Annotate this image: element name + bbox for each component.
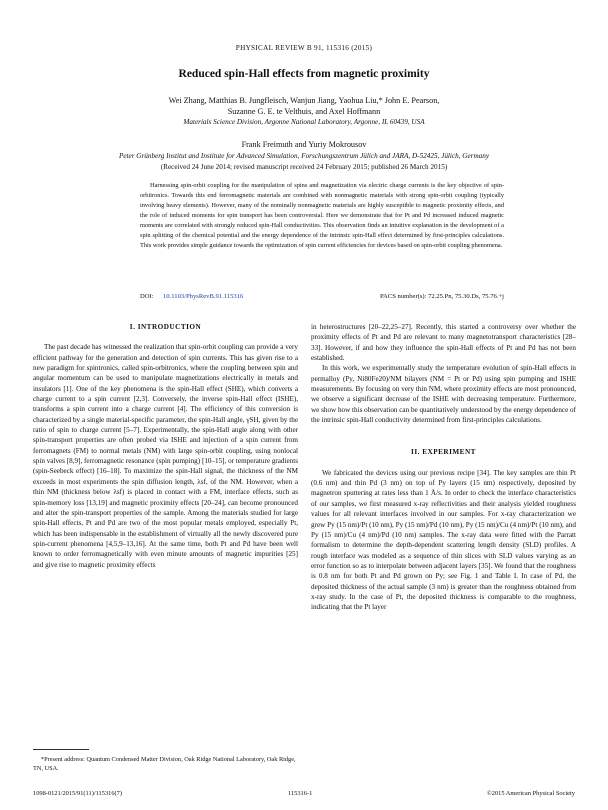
experiment-paragraph-1: We fabricated the devices using our previous recipe [34]. The key samples are thin Pt (0.6 nm) and thin Pd (3 nm) on top of Py layers (15 nm) respectively, deposited by magnetron sputtering at rates less than 1 Å/s. In order to check the interface characteristics of our samples, we first measured x-ray reflectivities and their analysis yielded roughness values for all relevant interfaces involved in our samples. For x-ray characterization we grew Py (15 nm)/Pt (10 nm), Py (15 nm)/Pd (10 nm), Py (15 nm)/Cu (4 nm)/Pt (10 nm), and Py (15 nm)/Cu (4 nm)/Pd (10 nm) samples. The x-ray data were fitted with the Parratt formalism to determine the depth-dependent scattering length density (SLD) profiles. A rough interface was modeled as a sequence of thin slices with SLD values varying as an error function so as to interpolate between adjacent layers [35]. We found that the roughness is 0.8 nm for both Pt and Pd grown on Py; see Fig. 1 and Table I. In case of Pd, the deposited thickness of the actual sample (3 nm) is greater than the roughness obtained from x-ray study. In the case of Pt, the deposited thickness is comparable to the roughness, indicating that the Pt layer bbox=[311, 468, 576, 612]
doi-label: DOI: bbox=[140, 293, 154, 300]
footer-copyright: ©2015 American Physical Society bbox=[486, 790, 575, 797]
author-list bbox=[0, 96, 608, 117]
footnote-present-address: *Present address: Quantum Condensed Matter Division, Oak Ridge National Laboratory, Oak Ridge, TN, USA. bbox=[33, 756, 296, 772]
section-heading-introduction: I. INTRODUCTION bbox=[129, 323, 202, 331]
abstract: Harnessing spin-orbit coupling for the manipulation of spins and magnetization via electric charge currents is the key objective of spin-orbitronics. Towards this end ferromagnetic materials are combined with nonmagnetic materials with strong spin-orbit coupling (typically involving heavy elements). However, many of the nominally nonmagnetic materials are highly susceptible to magnetic proximity effects, and the role of induced moments for spin transport has been controversial. Here we demonstrate that for Pt and Pd increased induced magnetic moments are correlated with strongly reduced spin-Hall conductivities. This observation finds an intuitive explanation in the development of a spin splitting of the chemical potential and the energy dependence of the intrinsic spin-Hall effect determined by first-principles calculations. This work provides simple guidance towards the optimization of spin current efficiencies for devices based on spin-orbit coupling phenomena. bbox=[140, 182, 504, 250]
authors-line-3: Frank Freimuth and Yuriy Mokrousov bbox=[241, 140, 367, 149]
pacs-numbers: PACS number(s): 72.25.Pn, 75.30.Ds, 75.76.+j bbox=[379, 293, 504, 300]
footer-page-number: 115316-1 bbox=[288, 790, 313, 797]
doi-link[interactable]: 10.1103/PhysRevB.91.115316 bbox=[163, 293, 244, 300]
intro-paragraph-1-continued: in heterostructures [20–22,25–27]. Recently, this started a controversy over whether the proximity effects of Pt and Pd are relevant to many magnetotransport characteristics [28–33]. However, if and how they influence the spin-Hall effects of Pt and Pd has not been established. bbox=[311, 323, 576, 363]
intro-paragraph-2: In this work, we experimentally study the temperature evolution of spin-Hall effects in permalloy (Py, Ni80Fe20)/NM bilayers (NM = Pt or Pd) using spin pumping and ISHE measurements. By focusing on very thin NM, where proximity effects are most pronounced, we observe a significant decrease of the ISHE with decreasing temperature. Furthermore, we show how this observation can be quantitatively understood by the energy dependence of the intrinsic spin-Hall conductivity determined from first-principles calculations. bbox=[311, 364, 576, 425]
affiliation-juelich: Peter Grünberg Institut and Institute for Advanced Simulation, Forschungszentrum Jülich and JARA, D-52425, Jülich, Germany bbox=[118, 152, 490, 160]
received-dates: (Received 24 June 2014; revised manuscript received 24 February 2015; published 26 March 2015) bbox=[160, 163, 448, 171]
journal-header: PHYSICAL REVIEW B 91, 115316 (2015) bbox=[235, 44, 373, 52]
authors-line-2: Suzanne G. E. te Velthuis, and Axel Hoffmann bbox=[227, 106, 381, 116]
right-column bbox=[311, 322, 576, 613]
affiliation-argonne: Materials Science Division, Argonne National Laboratory, Argonne, IL 60439, USA bbox=[183, 118, 425, 126]
paper-title: Reduced spin-Hall effects from magnetic proximity bbox=[178, 68, 430, 80]
left-column bbox=[33, 322, 298, 570]
section-heading-experiment: II. EXPERIMENT bbox=[411, 448, 476, 457]
authors-line-1: Wei Zhang, Matthias B. Jungfleisch, Wanjun Jiang, Yaohua Liu,* John E. Pearson, bbox=[168, 96, 440, 105]
footnote-divider bbox=[33, 749, 89, 750]
intro-paragraph-1: The past decade has witnessed the realization that spin-orbit coupling can provide a very efficient pathway for the generation and detection of spin currents. This has given rise to a new paradigm for spintronics, called spin-orbitronics, where the coupling between spin and angular momentum can be used to manipulate magnetizations electrically in metals and insulators [1]. One of the key phenomena is the spin-Hall effect (SHE), which converts a charge current to a spin current [2,3]. Conversely, the inverse spin-Hall effect (ISHE), transforms a spin current into a charge current [4]. The efficiency of this conversion is characterized by a single material-specific parameter, the spin-Hall angle, γSH, given by the ratio of spin to charge current [5–7]. Experimentally, the spin-Hall angle along with other spin-transport properties are often probed via ISHE and injection of a spin current from ferromagnets (FM) to normal metals (NM) with large spin-orbit coupling, using nonlocal spin valves [8,9], ferromagnetic resonance (spin pumping) [10–15], or temperature gradients (spin-Seebeck effect) [16–18]. To maximize the spin-Hall signal, the thickness of the NM exceeds in most experiments the spin diffusion length, λsf, of the NM. However, when a thin NM (thickness below λsf) is placed in contact with a FM, interface effects, such as spin-memory loss [13,19] and magnetic proximity effects [20–24], can become pronounced and alter the spin-transport properties of the sample. Among the materials studied for large spin-Hall effects, Pt and Pd are two of the most popular metals employed, especially Pt, which has been indispensable in the establishment of virtually all the newly discovered pure spin-current phenomena [4,5,9–13,16]. At the same time, both Pt and Pd have been well known to order ferromagnetically with even minute amounts of magnetic impurities [25] and give rise to magnetic proximity effects bbox=[33, 343, 298, 569]
footer-issn: 1098-0121/2015/91(11)/115316(7) bbox=[33, 790, 122, 797]
